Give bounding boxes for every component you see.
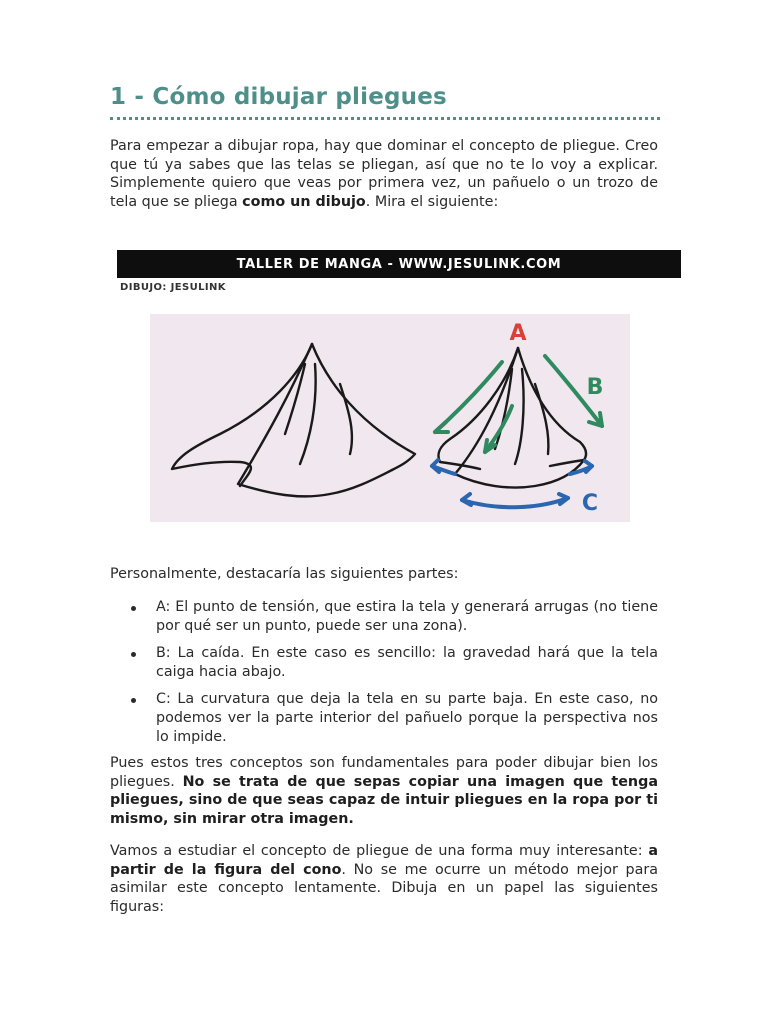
- list-item: [110, 598, 658, 635]
- left-handkerchief: [172, 344, 415, 496]
- study-text-1: Vamos a estudiar el concepto de pliegue de una forma muy interesante:: [110, 843, 649, 859]
- bullet-dot: [131, 698, 136, 703]
- title-dotted-rule: [110, 117, 660, 120]
- bullet-dot: [131, 606, 136, 611]
- drawing-area: [150, 314, 630, 522]
- concepts-text: Pues estos tres conceptos son fundamentales para poder dibujar bien los pliegues.: [110, 755, 658, 790]
- parts-intro: Personalmente, destacaría las siguientes partes:: [110, 566, 459, 582]
- list-item-text: B: La caída. En este caso es sencillo: la gravedad hará que la tela caiga hacia abajo.: [156, 645, 658, 680]
- list-item: [110, 644, 658, 681]
- study-paragraph: [110, 842, 658, 916]
- label-a: A: [509, 321, 527, 346]
- fold-illustration: [110, 244, 688, 534]
- label-c: C: [581, 491, 599, 516]
- right-handkerchief: [438, 348, 586, 488]
- curvature-arrows: [432, 460, 592, 507]
- handkerchief-drawings: [150, 314, 630, 522]
- label-b: B: [586, 375, 604, 400]
- bullet-dot: [131, 652, 136, 657]
- intro-text-2: . Mira el siguiente:: [365, 193, 499, 210]
- list-item: [110, 690, 658, 746]
- intro-bold: como un dibujo: [242, 193, 366, 210]
- concepts-bold: No se trata de que sepas copiar una imagen que tenga pliegues, sino de que seas capaz de intuir pliegues en la ropa por ti mismo, sin mirar otra imagen.: [110, 773, 658, 827]
- figure-banner: TALLER DE MANGA - WWW.JESULINK.COM: [117, 250, 681, 278]
- study-text-2: . No se me ocurre un método mejor para asimilar este concepto lentamente. Dibuja en un papel las siguientes figuras:: [110, 861, 659, 915]
- list-item-text: C: La curvatura que deja la tela en su parte baja. En este caso, no podemos ver la parte interior del pañuelo porque la perspectiva nos lo impide.: [156, 691, 658, 745]
- concepts-paragraph: [110, 754, 658, 828]
- list-item-text: A: El punto de tensión, que estira la tela y generará arrugas (no tiene por qué ser un punto, puede ser una zona).: [156, 599, 658, 634]
- intro-paragraph: [110, 137, 658, 211]
- parts-list: [110, 598, 658, 755]
- page-title: 1 - Cómo dibujar pliegues: [110, 84, 447, 110]
- study-bold: a partir de la figura del cono: [110, 843, 658, 878]
- intro-text-1: Para empezar a dibujar ropa, hay que dominar el concepto de pliegue. Creo que tú ya sabes que las telas se pliegan, así que no te lo voy a explicar. Simplemente quiero que veas por primera vez, un pañuelo o un trozo de tela que se pliega: [110, 138, 658, 210]
- figure-credit: DIBUJO: JESULINK: [120, 282, 226, 293]
- fall-arrows: [435, 356, 602, 452]
